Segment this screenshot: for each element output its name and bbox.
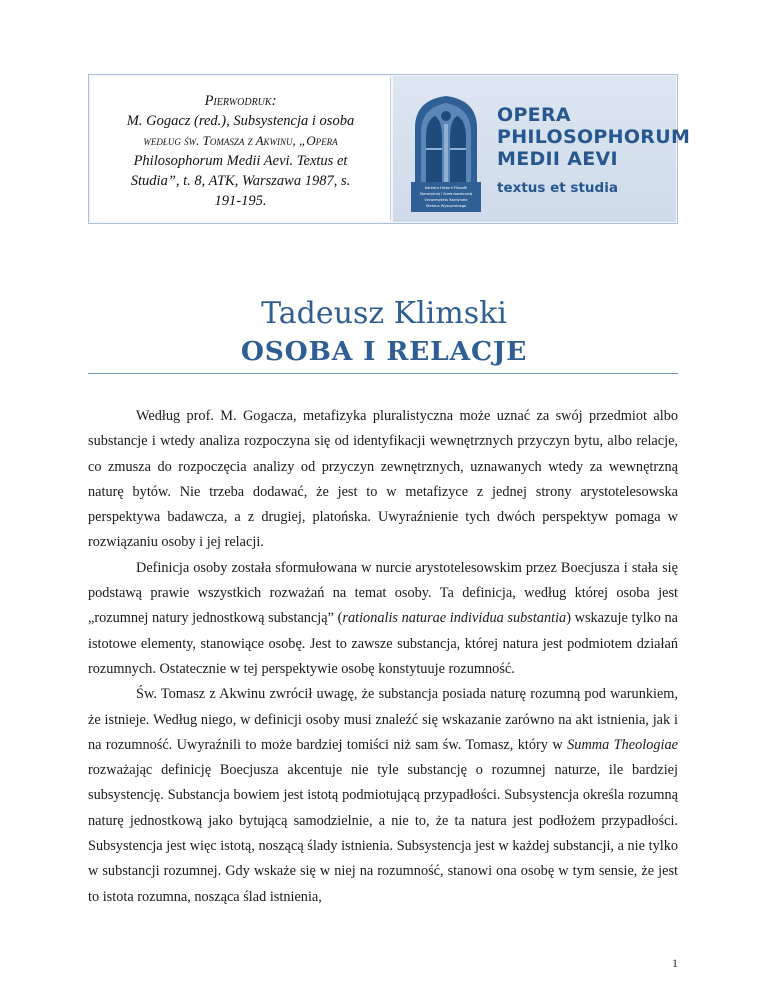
series-title-line: PHILOSOPHORUM (497, 126, 691, 148)
series-title-line: OPERA (497, 104, 571, 126)
logo-caption-line: Katedra Historii Filozofii (424, 186, 468, 190)
paragraph (88, 556, 678, 682)
author-name: Tadeusz Klimski (261, 296, 507, 331)
header-banner (88, 74, 691, 224)
paragraph-text: ) wskazuje tylko na istotowe elementy, stanowiące osobę. Jest to zawsze substancja, której natura jest podmiotem działań rozumnych. Ostatecznie w tej perspektywie osobę konstytuuje rozumność. (88, 610, 679, 677)
paragraph-text: Definicja osoby została sformułowana w nurcie arystotelesowskim przez Boecjusza i stała się podstawą prawie wszystkich rozważań na temat osoby. Ta definicja, według której osoba jest „rozumnej natury jednostkową substancją” ( (88, 559, 678, 627)
citation-line: według św. Tomasza z Akwinu, „Opera (143, 133, 338, 148)
series-subtitle: textus et studia (497, 180, 618, 196)
series-logo (393, 76, 691, 222)
citation-line: Pierwodruk: (204, 93, 277, 109)
citation-line: Philosophorum Medii Aevi. Textus et (133, 153, 348, 169)
work-title: Summa Theologiae (567, 736, 679, 753)
paragraph: Według prof. M. Gogacza, metafizyka pluralistyczna może uznać za swój przedmiot albo substancje i wtedy analiza rozpoczyna się od identyfikacji wewnętrznych przyczyn bytu, albo relacje, co zmusza do rozpoczęcia analizy od przyczyn zewnętrznych, uznawanych wtedy za wewnętrzną naturę bytów. Nie trzeba dodawać, że jest to w metafizyce z jednej strony arystotelesowska perspektywa badawcza, a z drugiej, platońska. Uwyraźnienie tych dwóch perspektyw pomaga w rozwiązaniu osoby i jej relacji. (88, 408, 678, 551)
logo-caption-line: Uniwersytetu Kardynała (424, 198, 468, 202)
paragraph (88, 682, 678, 910)
article-body (88, 404, 678, 910)
citation-line: Studia”, t. 8, ATK, Warszawa 1987, s. (130, 173, 351, 189)
logo-caption-line: Stefana Wyszyńskiego (425, 204, 467, 208)
latin-phrase: rationalis naturae individua substantia (342, 610, 567, 627)
citation-line: 191-195. (214, 193, 267, 209)
paragraph-text: Św. Tomasz z Akwinu zwrócił uwagę, że substancja posiada naturę rozumną pod warunkiem, że istnieje. Według niego, w definicji osoby musi znaleźć się wskazanie zarówno na akt istnienia, jak i na rozumność. Uwyraźnili to może bardziej tomiści niż sam św. Tomasz, który w (88, 686, 678, 753)
title-divider (88, 373, 678, 374)
first-print-citation (91, 77, 391, 221)
citation-line: M. Gogacz (red.), Subsystencja i osoba (126, 113, 355, 129)
paragraph-text: rozważając definicję Boecjusza akcentuje nie tyle substancję o rozumnej naturze, ile bardziej subsystencję. Substancja bowiem jest istotą podmiotującą przypadłości. Subsystencja określa rozumną naturę jednostkową jako bytującą samodzielnie, a nie to, że ta natura jest podłożem przypadłości. Subsystencja jest więc istotą, noszącą ślady istnienia. Subsystencja jest w każdej substancji, a nie tylko w substancji rozumnej. Gdy wskaże się w niej na rozumność, stanowi ona osobę w tym sensie, że jest to istota rozumna, nosząca ślad istnienia, (88, 762, 678, 905)
gothic-window-icon (411, 94, 481, 212)
series-title (497, 104, 690, 170)
series-title-line: MEDII AEVI (497, 148, 618, 170)
page-number: 1 (672, 956, 678, 970)
document-title: OSOBA I RELACJE (240, 336, 528, 367)
logo-caption-line: Starożytnej i Średniowiecznej (419, 192, 473, 196)
